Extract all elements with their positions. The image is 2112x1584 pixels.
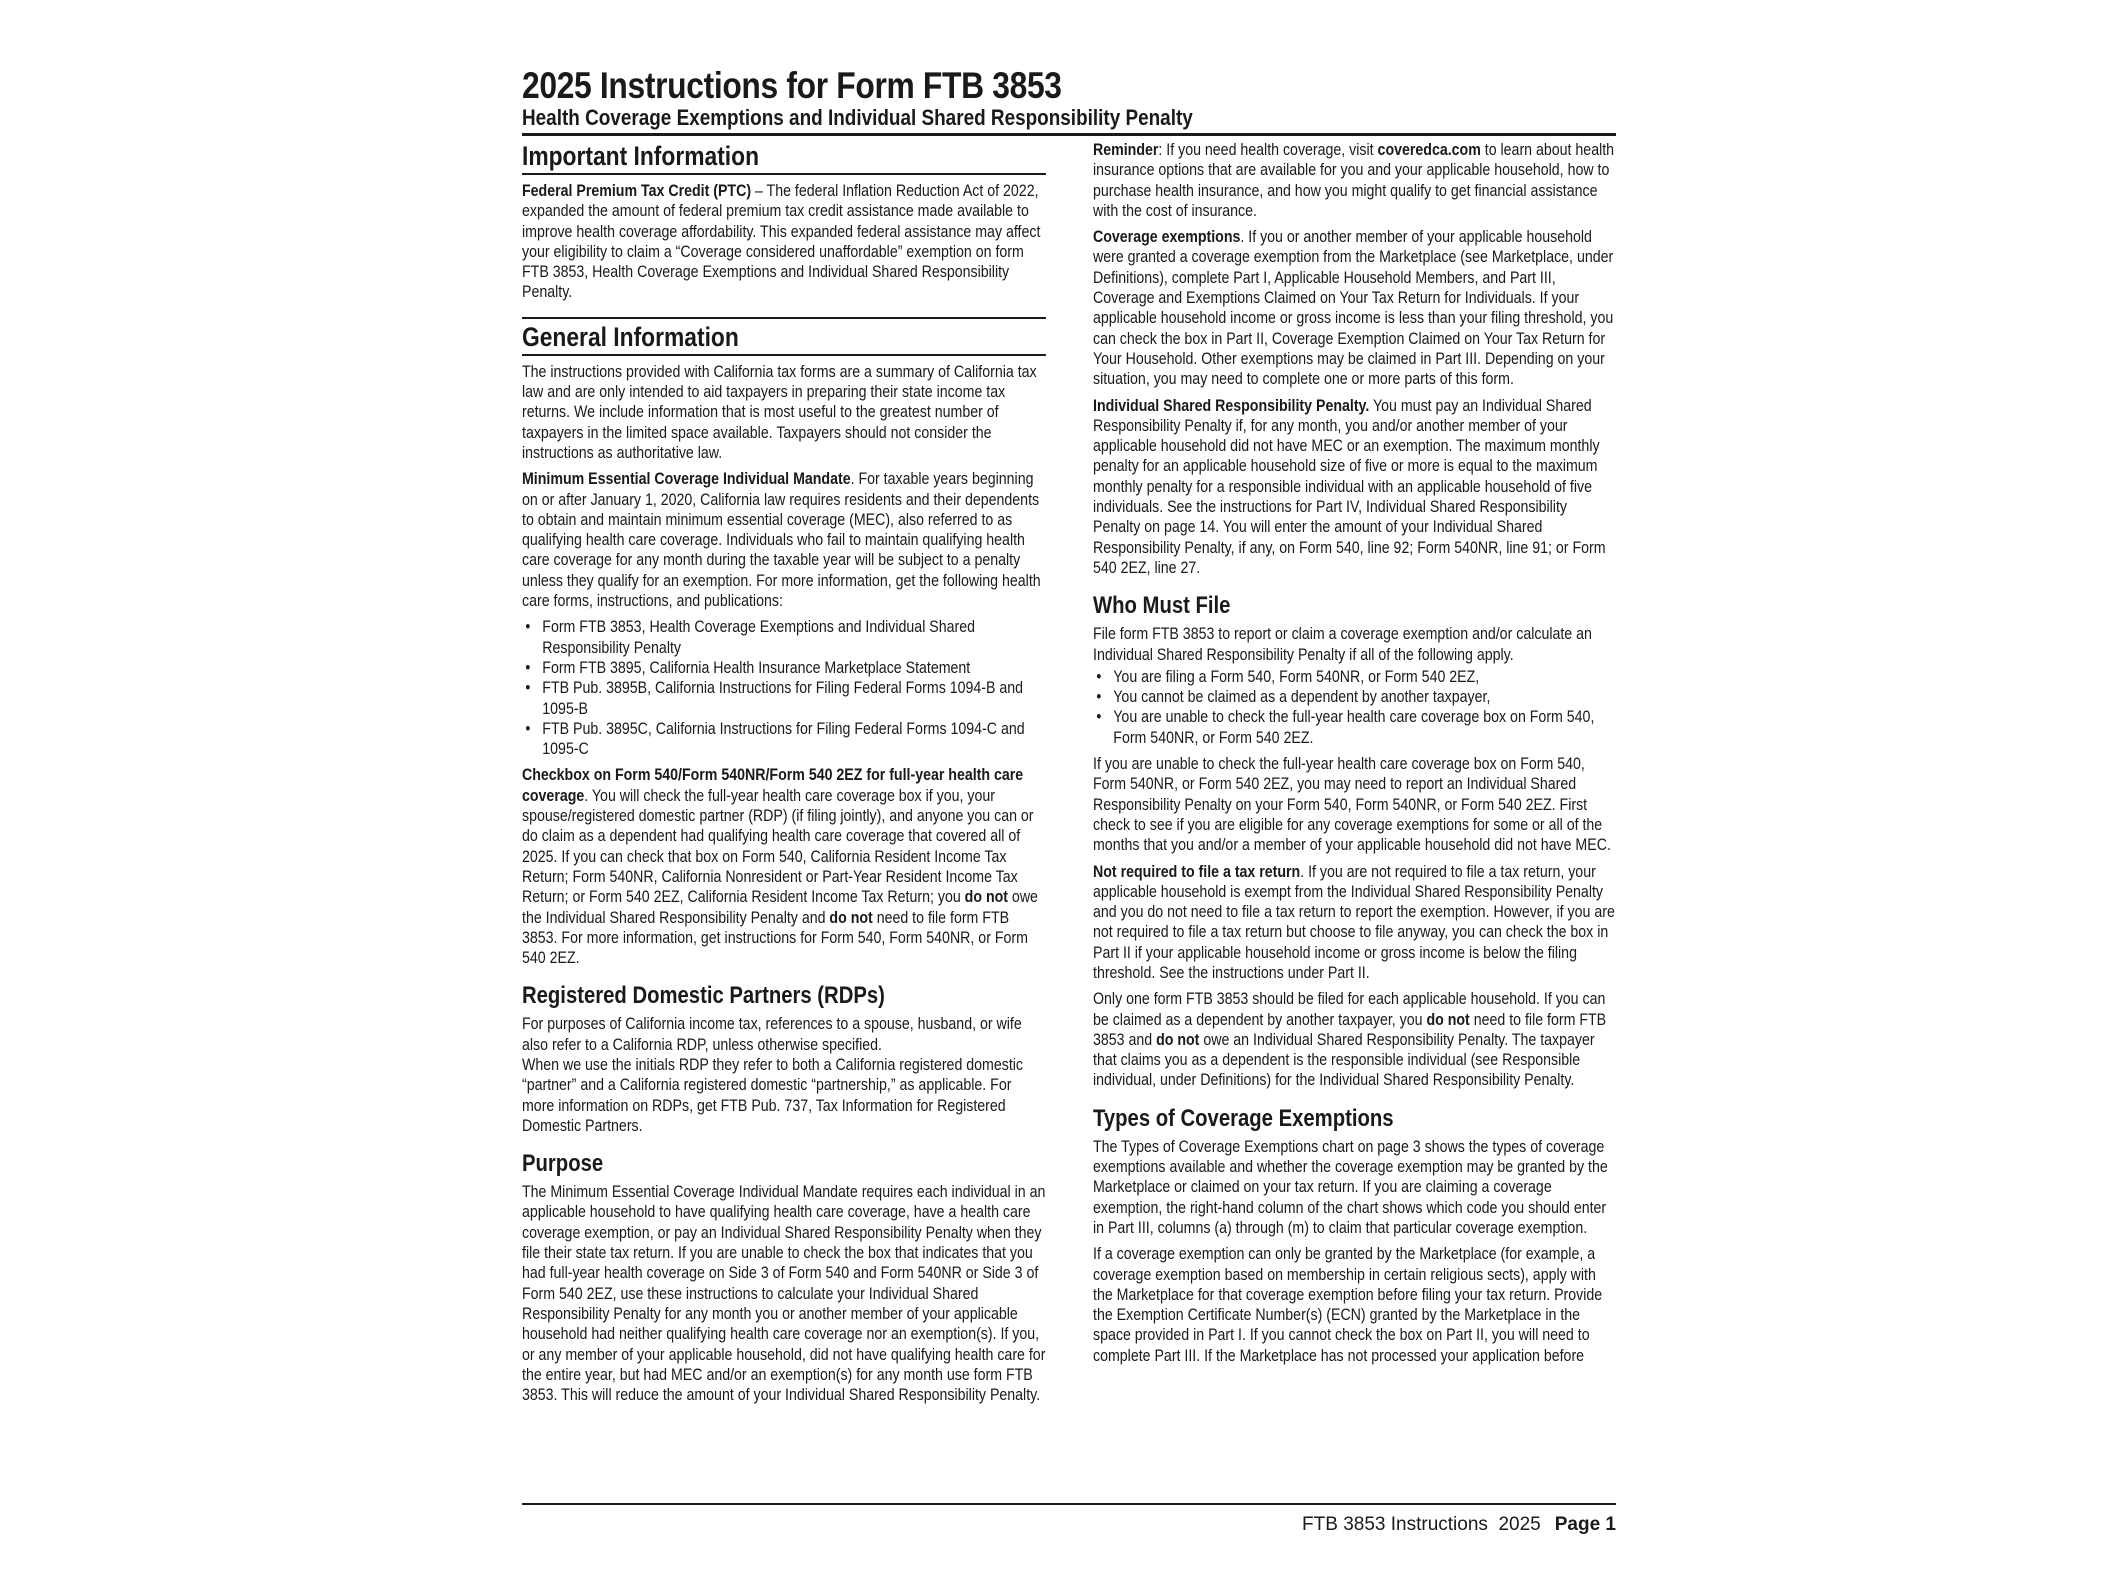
ptc-paragraph	[522, 181, 1046, 303]
coverage-exemptions-paragraph	[1093, 227, 1617, 389]
types-paragraph: The Types of Coverage Exemptions chart on page 3 shows the types of coverage exemptions available and whether the coverage exemption may be granted by the Marketplace or claimed on your tax return. If you are claiming a coverage exemption, the right-hand column of the chart shows which code you should enter in Part III, columns (a) through (m) to claim that particular coverage exemption.	[1093, 1136, 1608, 1237]
penalty-term: Individual Shared Responsibility Penalty.	[1093, 395, 1370, 415]
page-footer	[1302, 1514, 1616, 1536]
one-form-text: owe an Individual Shared Responsibility Penalty. The taxpayer that claims you as a dependent is the responsible individual (see Responsible individual, under Definitions) for the Individual Shared Responsibility Penalty.	[1093, 1029, 1595, 1090]
rdp-heading: Registered Domestic Partners (RDPs)	[522, 982, 885, 1010]
not-required-term: Not required to file a tax return	[1093, 861, 1301, 881]
checkbox-text: need to file form FTB 3853. For more information, get instructions for Form 540, Form 540NR, or Form 540 2EZ.	[522, 907, 1028, 968]
document-subtitle: Health Coverage Exemptions and Individual Shared Responsibility Penalty	[522, 105, 1193, 130]
ptc-term: Federal Premium Tax Credit (PTC)	[522, 181, 752, 200]
health-forms-list	[522, 617, 1046, 759]
reminder-text: to learn about health insurance options that are available for you and your applicable household, how to purchase health insurance, and how you might qualify to get financial assistance with the cost of insurance.	[1093, 140, 1615, 220]
list-item: • Form FTB 3853, Health Coverage Exemptions and Individual Shared Responsibility Penalty	[522, 617, 1046, 658]
list-item: • Form FTB 3895, California Health Insurance Marketplace Statement	[522, 658, 1046, 678]
right-column	[1093, 140, 1617, 1372]
mec-term: Minimum Essential Coverage Individual Mandate	[522, 469, 851, 489]
reminder-text: : If you need health coverage, visit	[1158, 140, 1378, 159]
footer-label: FTB 3853 Instructions 2025	[1302, 1514, 1541, 1535]
footer-rule	[522, 1503, 1616, 1505]
not-required-paragraph	[1093, 862, 1617, 984]
document-title: 2025 Instructions for Form FTB 3853	[522, 65, 1062, 106]
list-item: • You are unable to check the full-year health care coverage box on Form 540, Form 540NR, or Form 540 2EZ.	[1093, 707, 1617, 748]
mec-paragraph	[522, 469, 1046, 611]
penalty-paragraph	[1093, 396, 1617, 579]
unable-to-check-paragraph: If you are unable to check the full-year health care coverage box on Form 540, Form 540NR, or Form 540 2EZ, you may need to report an Individual Shared Responsibility Penalty on your Form 540, Form 540NR, or Form 540 2EZ. First check to see if you are eligible for any coverage exemptions for some or all of the months that you and/or a member of your applicable household did not have MEC.	[1093, 754, 1611, 855]
who-must-file-list	[1093, 667, 1617, 748]
purpose-paragraph: The Minimum Essential Coverage Individual Mandate requires each individual in an applicable household to have qualifying health care coverage, have a health care coverage exemption, or pay an Individual Shared Responsibility Penalty when they file their state tax return. If you are unable to check the box that indicates that you had full-year health coverage on Side 3 of Form 540 and Form 540NR or Side 3 of Form 540 2EZ, use these instructions to calculate your Individual Shared Responsibility Penalty for any month you or another member of your applicable household had neither qualifying health care coverage nor an exemption(s). If you, or any member of your applicable household, did not have qualifying health care for the entire year, but had MEC and/or an exemption(s) for any month use form FTB 3853. This will reduce the amount of your Individual Shared Responsibility Penalty.	[522, 1182, 1046, 1405]
checkbox-text: . You will check the full-year health care coverage box if you, your spouse/registered domestic partner (RDP) (if filing jointly), and anyone you can or do claim as a dependent had qualifying health care coverage that covered all of 2025. If you can check that box on Form 540, California Resident Income Tax Return; Form 540NR, California Nonresident or Part-Year Resident Income Tax Return; or Form 540 2EZ, California Resident Income Tax Return; you	[522, 785, 1034, 907]
checkbox-text: owe the Individual Shared Responsibility Penalty and	[522, 887, 1038, 927]
list-item: • FTB Pub. 3895B, California Instructions for Filing Federal Forms 1094-B and 1095-B	[522, 678, 1046, 719]
emphasis: do not	[964, 887, 1008, 907]
coverage-exemptions-text: . If you or another member of your applicable household were granted a coverage exemption from the Marketplace (see Marketplace, under Definitions), complete Part I, Applicable Household Members, and Part III, Coverage and Exemptions Claimed on Your Tax Return for Individuals. If your applicable household income or gross income is less than your filing threshold, you can check the box in Part II, Coverage Exemption Claimed on Your Tax Return for Your Household. Other exemptions may be claimed in Part III. Depending on your situation, you may need to complete one or more parts of this form.	[1093, 227, 1614, 389]
reminder-paragraph	[1093, 140, 1617, 221]
checkbox-term: Checkbox on Form 540/Form 540NR/Form 540 2EZ for full-year health care coverage	[522, 765, 1024, 805]
ptc-text: – The federal Inflation Reduction Act of 2022, expanded the amount of federal premium tax credit assistance made available to improve health coverage affordability. This expanded federal assistance may affect your eligibility to claim a “Coverage considered unaffordable” exemption on form FTB 3853, Health Coverage Exemptions and Individual Shared Responsibility Penalty.	[522, 181, 1041, 302]
reminder-term: Reminder	[1093, 140, 1159, 159]
general-information-paragraph: The instructions provided with California tax forms are a summary of California tax law and are only intended to aid taxpayers in preparing their state income tax returns. We include information that is most useful to the greatest number of taxpayers in the limited space available. Taxpayers should not consider the instructions as authoritative law.	[522, 361, 1037, 462]
one-form-paragraph	[1093, 989, 1617, 1090]
mec-text: . For taxable years beginning on or after January 1, 2020, California law requires residents and their dependents to obtain and maintain minimum essential coverage (MEC), also referred to as qualifying health care coverage. Individuals who fail to maintain qualifying health care coverage for any month during the taxable year will be subject to a penalty unless they qualify for an exemption. For more information, get the following health care forms, instructions, and publications:	[522, 469, 1041, 611]
types-paragraph: If a coverage exemption can only be granted by the Marketplace (for example, a coverage exemption based on membership in certain religious sects), apply with the Marketplace for that coverage exemption before filing your tax return. Provide the Exemption Certificate Number(s) (ECN) granted by the Marketplace in the space provided in Part I. If you cannot check the box on Part II, you will need to complete Part III. If the Marketplace has not processed your application before	[1093, 1244, 1603, 1365]
penalty-text: You must pay an Individual Shared Responsibility Penalty if, for any month, you and/or another member of your applicable household did not have MEC or an exemption. The maximum monthly penalty for an applicable household size of five or more is equal to the maximum monthly penalty for a responsible individual with an applicable household of five individuals. See the instructions for Part IV, Individual Shared Responsibility Penalty on page 14. You will enter the amount of your Individual Shared Responsibility Penalty, if any, on Form 540, line 92; Form 540NR, line 91; or Form 540 2EZ, line 27.	[1093, 395, 1606, 577]
list-item: • You cannot be claimed as a dependent by another taxpayer,	[1093, 687, 1617, 707]
important-information-heading: Important Information	[522, 140, 1046, 175]
emphasis: do not	[1156, 1029, 1200, 1049]
one-form-text: Only one form FTB 3853 should be filed for each applicable household. If you can be claimed as a dependent by another taxpayer, you	[1093, 989, 1606, 1029]
one-form-text: need to file form FTB 3853 and	[1093, 1009, 1607, 1049]
coverage-exemptions-term: Coverage exemptions	[1093, 227, 1241, 247]
checkbox-paragraph	[522, 765, 1046, 968]
list-item: • You are filing a Form 540, Form 540NR, or Form 540 2EZ,	[1093, 667, 1617, 687]
page-number: Page 1	[1554, 1514, 1616, 1535]
not-required-text: . If you are not required to file a tax return, your applicable household is exempt from the Individual Shared Responsibility Penalty and you do not need to file a tax return to report the exemption. However, if you are not required to file a tax return but choose to file anyway, you can check the box in Part II if your applicable household income or gross income is below the filing threshold. See the instructions under Part II.	[1093, 861, 1615, 982]
general-information-heading: General Information	[522, 317, 1046, 356]
header-rule	[522, 133, 1616, 136]
emphasis: do not	[829, 907, 873, 927]
list-item: • FTB Pub. 3895C, California Instructions for Filing Federal Forms 1094-C and 1095-C	[522, 719, 1046, 760]
rdp-paragraph: When we use the initials RDP they refer to both a California registered domestic “partner” and a California registered domestic “partnership,” as applicable. For more information on RDPs, get FTB Pub. 737, Tax Information for Registered Domestic Partners.	[522, 1054, 1024, 1135]
purpose-heading: Purpose	[522, 1150, 604, 1178]
emphasis: do not	[1426, 1009, 1470, 1029]
who-must-file-heading: Who Must File	[1093, 592, 1231, 620]
rdp-paragraph: For purposes of California income tax, references to a spouse, husband, or wife also refer to a California RDP, unless otherwise specified.	[522, 1014, 1022, 1054]
types-of-coverage-exemptions-heading: Types of Coverage Exemptions	[1093, 1104, 1394, 1132]
left-column	[522, 140, 1046, 1411]
who-must-file-paragraph: File form FTB 3853 to report or claim a coverage exemption and/or calculate an Individual Shared Responsibility Penalty if all of the following apply.	[1093, 624, 1592, 664]
coveredca-link[interactable]: coveredca.com	[1377, 140, 1481, 159]
